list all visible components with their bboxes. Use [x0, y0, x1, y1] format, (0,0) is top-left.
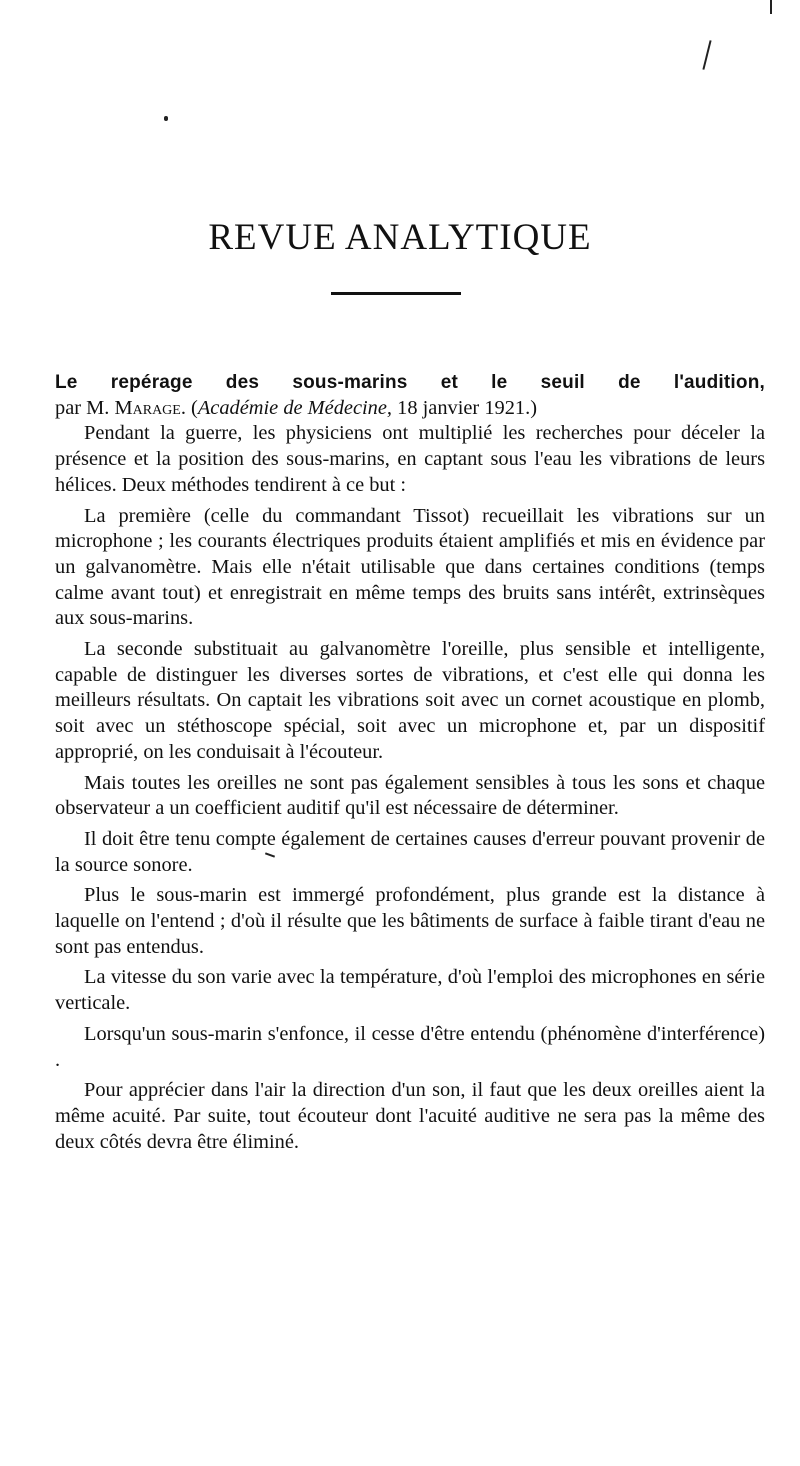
paragraph-4: Mais toutes les oreilles ne sont pas également sensibles à tous les sons et chaque observateur a un coefficient auditif qu'il est nécessaire de déterminer. — [55, 771, 765, 820]
byline-source: Académie de Médecine, — [197, 396, 393, 419]
paragraph-2: La première (celle du commandant Tissot) recueillait les vibrations sur un microphone ; les courants électriques produits étaient amplifiés et mis en évidence par un galvanomètre. Mais elle n'était utilisable que dans certaines conditions (temps calme avant tout) et enregistrait en même temps des bruits sans intérêt, extrinsèques aux sous-marins. — [55, 504, 765, 630]
article-body — [55, 370, 765, 1160]
paragraph-7: La vitesse du son varie avec la température, d'où l'emploi des microphones en série verticale. — [55, 966, 765, 1015]
article-heading-text: Le repérage des sous-marins et le seuil de l'audition, — [55, 372, 765, 393]
scan-speck — [164, 116, 168, 121]
paragraph-9: Pour apprécier dans l'air la direction d'un son, il faut que les deux oreilles aient la même acuité. Par suite, tout écouteur dont l'acuité auditive ne sera pas la même des deux côtés devra être éliminé. — [55, 1079, 765, 1153]
byline-author: Marage. — [114, 396, 186, 419]
byline-prefix: par M. — [55, 396, 110, 419]
scan-mark — [702, 40, 711, 70]
paragraph-5: Il doit être tenu compte également de certaines causes d'erreur pouvant provenir de la source sonore. — [55, 827, 765, 876]
paragraph-8: Lorsqu'un sous-marin s'enfonce, il cesse d'être entendu (phénomène d'interférence) . — [55, 1022, 765, 1071]
paragraph-1: Pendant la guerre, les physiciens ont multiplié les recherches pour déceler la présence et la position des sous-marins, en captant sous l'eau les vibrations de leurs hélices. Deux méthodes tendirent à ce but : — [55, 422, 765, 496]
paragraph-6: Plus le sous-marin est immergé profondément, plus grande est la distance à laquelle on l'entend ; d'où il résulte que les bâtiments de surface à faible tirant d'eau ne sont pas entendus. — [55, 884, 765, 958]
byline-date: 18 janvier 1921.) — [397, 396, 537, 419]
page-title: REVUE ANALYTIQUE — [208, 217, 592, 258]
paragraph-3: La seconde substituait au galvanomètre l'oreille, plus sensible et intelligente, capable de distinguer les diverses sortes de vibrations, et c'est elle qui donna les meilleurs résultats. On captait les vibrations soit avec un cornet acoustique en plomb, soit avec un stéthoscope spécial, soit avec un microphone et, par un dispositif approprié, on les conduisait à l'écouteur. — [55, 638, 765, 763]
byline-source-open: ( — [191, 396, 198, 419]
article-heading — [55, 370, 765, 396]
article-byline — [55, 396, 765, 422]
scan-mark — [770, 0, 772, 14]
title-divider — [331, 292, 461, 295]
